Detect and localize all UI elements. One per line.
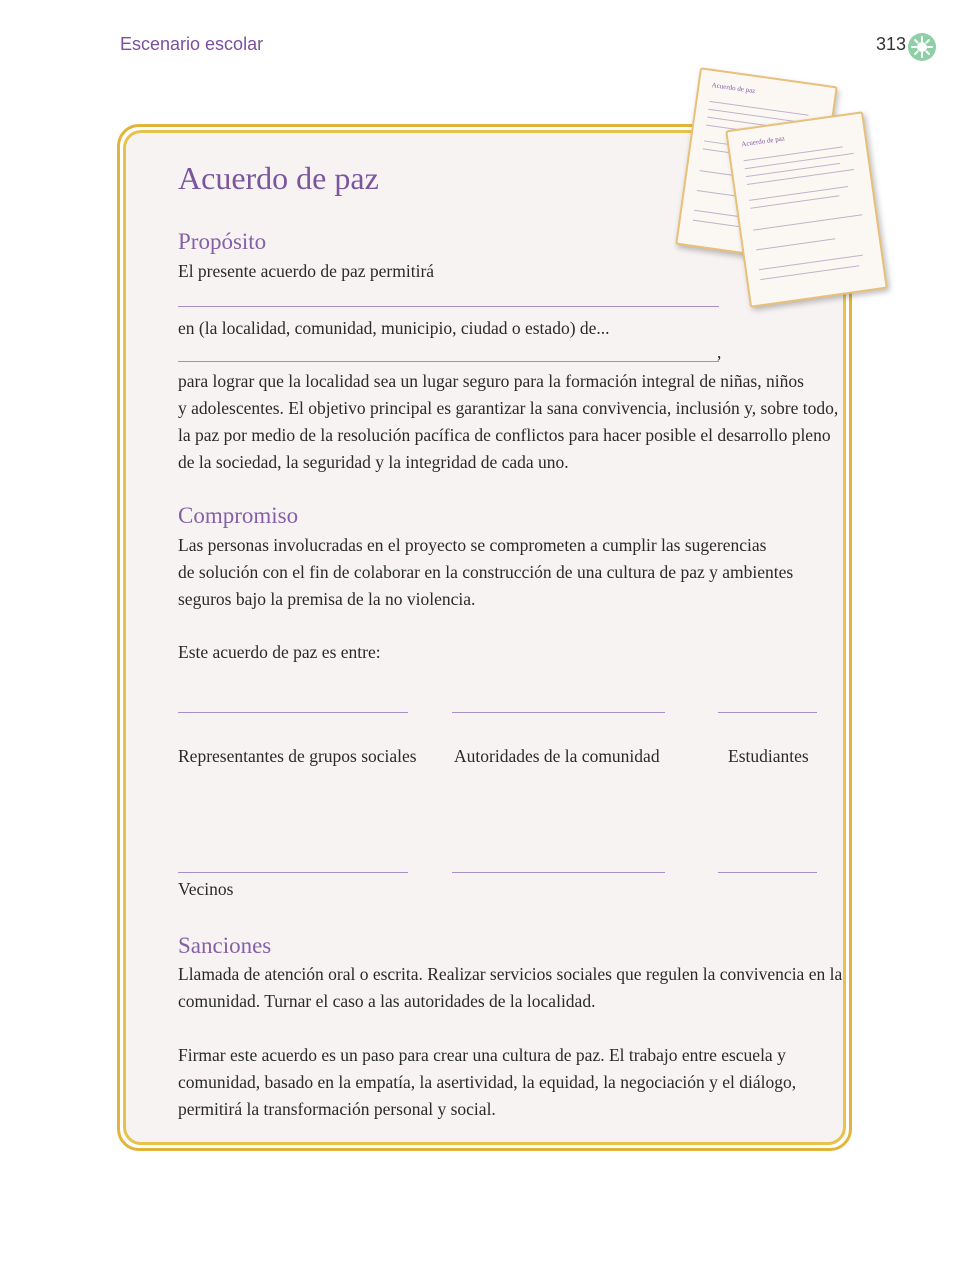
proposito-location-prompt: en (la localidad, comunidad, municipio, ciudad o estado) de...	[178, 318, 610, 338]
page-title: Acuerdo de paz	[178, 160, 379, 196]
section-badge-icon	[908, 33, 936, 61]
paragraph-line: seguros bajo la premisa de la no violencia.	[178, 589, 476, 609]
signature-line[interactable]	[452, 872, 665, 873]
blank-line-comma: ,	[717, 342, 722, 362]
signature-label: Vecinos	[178, 879, 234, 899]
signature-line[interactable]	[178, 712, 408, 713]
thumbnail-title: Acuerdo de paz	[711, 81, 756, 96]
signature-line[interactable]	[718, 872, 817, 873]
sanciones-heading: Sanciones	[178, 933, 272, 958]
signature-label: Estudiantes	[728, 746, 809, 766]
signature-label: Autoridades de la comunidad	[454, 746, 660, 766]
signature-line[interactable]	[452, 712, 665, 713]
paragraph-line: comunidad, basado en la empatía, la asertividad, la equidad, la negociación y el diálogo,	[178, 1072, 797, 1092]
proposito-heading: Propósito	[178, 229, 267, 254]
proposito-intro: El presente acuerdo de paz permitirá	[178, 261, 435, 281]
blank-line-purpose[interactable]	[178, 306, 719, 307]
blank-line-location[interactable]	[178, 361, 719, 362]
document-thumbnail-illustration	[725, 111, 888, 308]
signature-line[interactable]	[178, 872, 408, 873]
paragraph-line: de la sociedad, la seguridad y la integridad de cada uno.	[178, 452, 569, 472]
signature-label: Representantes de grupos sociales	[178, 746, 417, 766]
paragraph-line: comunidad. Turnar el caso a las autoridades de la localidad.	[178, 991, 596, 1011]
paragraph-line: Llamada de atención oral o escrita. Realizar servicios sociales que regulen la convivencia en la	[178, 964, 843, 984]
thumbnail-title: Acuerdo de paz	[740, 134, 786, 149]
parties-intro: Este acuerdo de paz es entre:	[178, 642, 381, 662]
paragraph-line: y adolescentes. El objetivo principal es garantizar la sana convivencia, inclusión y, sobre todo,	[178, 398, 839, 418]
running-header: Escenario escolar	[120, 34, 264, 54]
paragraph-line: Las personas involucradas en el proyecto se comprometen a cumplir las sugerencias	[178, 535, 767, 555]
paragraph-line: la paz por medio de la resolución pacífica de conflictos para hacer posible el desarrollo pleno	[178, 425, 831, 445]
compromiso-heading: Compromiso	[178, 503, 299, 528]
signature-line[interactable]	[718, 712, 817, 713]
paragraph-line: Firmar este acuerdo es un paso para crear una cultura de paz. El trabajo entre escuela y	[178, 1045, 786, 1065]
paragraph-line: de solución con el fin de colaborar en la construcción de una cultura de paz y ambientes	[178, 562, 794, 582]
paragraph-line: para lograr que la localidad sea un lugar seguro para la formación integral de niñas, niños	[178, 371, 804, 391]
paragraph-line: permitirá la transformación personal y social.	[178, 1099, 496, 1119]
page-number: 313	[876, 34, 907, 54]
